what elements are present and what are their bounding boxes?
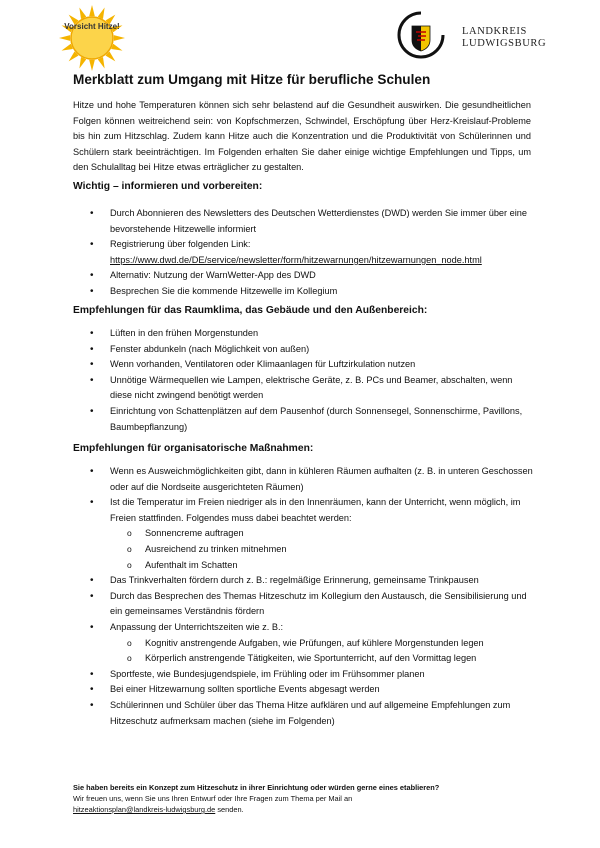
climate-list — [73, 326, 533, 435]
list-item-text: • Ist die Temperatur im Freien niedriger als in den Innenräumen, kann der Unterricht, wenn möglich, im Freien stattfinden. Folgendes muss dabei beachtet werden: — [110, 497, 521, 523]
list-item: • Bei einer Hitzewarnung sollten sportliche Events abgesagt werden — [73, 682, 533, 698]
inform-list — [73, 206, 533, 300]
org-line-1: LANDKREIS — [462, 26, 527, 37]
footer-question: Sie haben bereits ein Konzept zum Hitzeschutz in ihrer Einrichtung oder würden gerne eines etablieren? — [73, 783, 440, 792]
coat-of-arms-icon — [396, 10, 446, 60]
footer-email-line — [73, 804, 533, 815]
list-item: • Alternativ: Nutzung der WarnWetter-App des DWD — [73, 268, 533, 284]
sun-badge-text: Vorsicht Hitze! — [64, 22, 120, 31]
schedule-sublist — [110, 636, 533, 667]
list-item: • Lüften in den frühen Morgenstunden — [73, 326, 533, 342]
dwd-newsletter-link[interactable]: https://www.dwd.de/DE/service/newsletter/form/hitzewarnungen/hitzewarnungen_node.html — [110, 254, 482, 265]
list-item — [73, 495, 533, 573]
sublist-item: o Kognitiv anstrengende Aufgaben, wie Prüfungen, auf kühlere Morgenstunden legen — [110, 636, 533, 652]
section-heading-climate: Empfehlungen für das Raumklima, das Gebäude und den Außenbereich: — [73, 305, 428, 316]
intro-paragraph: Hitze und hohe Temperaturen können sich sehr belastend auf die Gesundheit auswirken. Die gesundheitlichen Folgen können weitreichend sein: von Kopfschmerzen, Schwindel, Erschöpfung über Herz-Kreislauf-Probleme bis hin zum Hitzschlag. Zudem kann Hitze auch die Konzentration und die Produktivität von Schülerinnen und Schülern stark beeinträchtigen. Im Folgenden erhalten Sie daher einige wichtige Empfehlungen und Tipps, um den Schulalltag bei Hitze etwas erträglicher zu gestalten. — [73, 100, 531, 173]
sun-warning-icon — [58, 4, 126, 72]
list-item: • Besprechen Sie die kommende Hitzewelle im Kollegium — [73, 284, 533, 300]
list-item — [73, 620, 533, 667]
footer-suffix: senden. — [215, 805, 244, 814]
list-item-text: • Anpassung der Unterrichtszeiten wie z. B.: — [110, 621, 284, 632]
list-item: • Wenn vorhanden, Ventilatoren oder Klimaanlagen für Luftzirkulation nutzen — [73, 357, 533, 373]
list-item: • Das Trinkverhalten fördern durch z. B.: regelmäßige Erinnerung, gemeinsame Trinkpausen — [73, 573, 533, 589]
section-heading-organisation: Empfehlungen für organisatorische Maßnahmen: — [73, 443, 314, 454]
list-item — [73, 237, 533, 268]
sublist-item: o Ausreichend zu trinken mitnehmen — [110, 542, 533, 558]
footer-invitation: Wir freuen uns, wenn Sie uns Ihren Entwurf oder Ihre Fragen zum Thema per Mail an — [73, 794, 353, 803]
list-item: • Wenn es Ausweichmöglichkeiten gibt, dann in kühleren Räumen aufhalten (z. B. in unteren Geschossen oder auf die Nordseite ausgerichteten Räumen) — [73, 464, 533, 495]
page-title: Merkblatt zum Umgang mit Hitze für berufliche Schulen — [73, 72, 431, 87]
outdoor-sublist — [110, 526, 533, 573]
list-item: • Einrichtung von Schattenplätzen auf dem Pausenhof (durch Sonnensegel, Sonnenschirme, Pavillons, Baumbepflanzung) — [73, 404, 533, 435]
org-line-2: LUDWIGSBURG — [462, 38, 547, 49]
organization-name — [462, 26, 546, 50]
list-item: • Durch Abonnieren des Newsletters des Deutschen Wetterdienstes (DWD) werden Sie immer über eine bevorstehende Hitzewelle informiert — [73, 206, 533, 237]
list-item: • Fenster abdunkeln (nach Möglichkeit von außen) — [73, 342, 533, 358]
list-item-text: • Registrierung über folgenden Link: — [110, 239, 251, 250]
contact-email-link[interactable]: hitzeaktionsplan@landkreis-ludwigsburg.de — [73, 805, 216, 814]
sublist-item: o Aufenthalt im Schatten — [110, 558, 533, 574]
sublist-item: o Körperlich anstrengende Tätigkeiten, wie Sportunterricht, auf den Vormittag legen — [110, 651, 533, 667]
list-item: • Unnötige Wärmequellen wie Lampen, elektrische Geräte, z. B. PCs und Beamer, abschalten, wenn diese nicht zwingend benötigt werden — [73, 373, 533, 404]
sublist-item: o Sonnencreme auftragen — [110, 526, 533, 542]
footer-contact — [73, 782, 533, 815]
organisation-list — [73, 464, 533, 729]
list-item: • Schülerinnen und Schüler über das Thema Hitze aufklären und auf allgemeine Empfehlungen zum Hitzeschutz aufmerksam machen (siehe im Folgenden) — [73, 698, 533, 729]
list-item: • Sportfeste, wie Bundesjugendspiele, im Frühling oder im Frühsommer planen — [73, 667, 533, 683]
section-heading-inform: Wichtig – informieren und vorbereiten: — [73, 181, 263, 192]
list-item: • Durch das Besprechen des Themas Hitzeschutz im Kollegium den Austausch, die Sensibilisierung und ein gemeinsames Verständnis fördern — [73, 589, 533, 620]
